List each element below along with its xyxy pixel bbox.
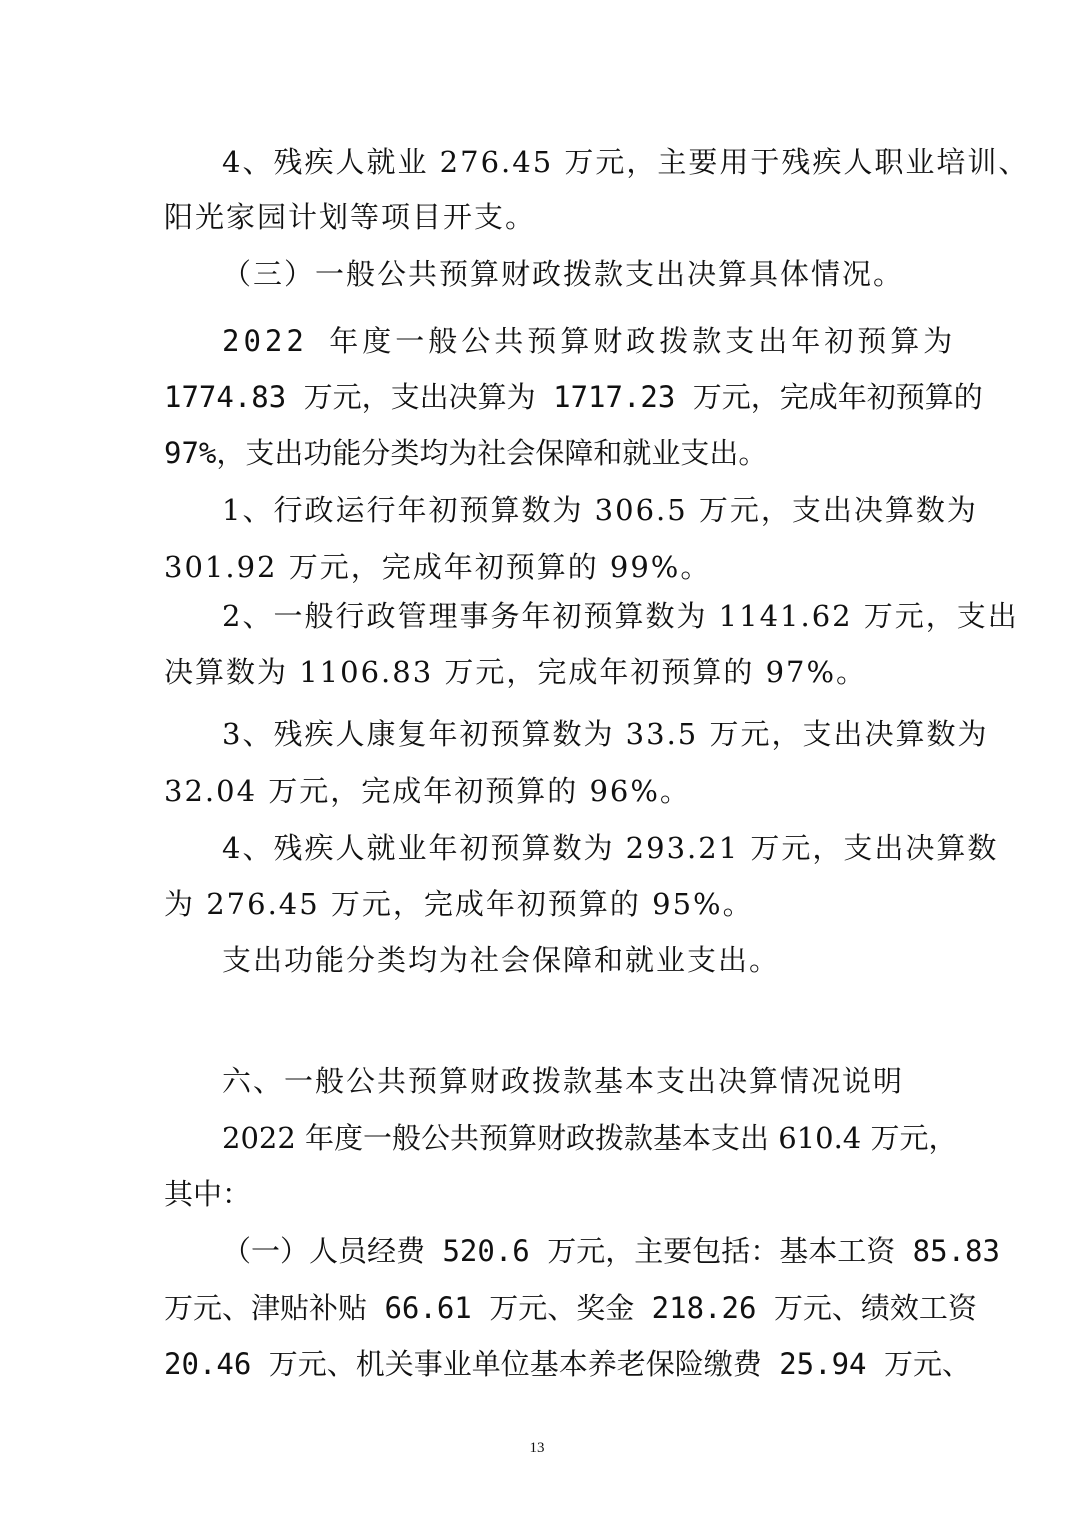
list-item-line: 32.04 万元，完成年初预算的 96%。 xyxy=(164,774,691,808)
summary-line: 支出功能分类均为社会保障和就业支出。 xyxy=(222,943,781,977)
paragraph-line: 其中： xyxy=(164,1177,252,1211)
list-item-line: 4、残疾人就业年初预算数为 293.21 万元，支出决算数 xyxy=(222,831,999,865)
list-item-line: 301.92 万元，完成年初预算的 99%。 xyxy=(164,550,712,584)
paragraph-line: （一）人员经费 520.6 万元，主要包括：基本工资 85.83 xyxy=(222,1234,1000,1268)
page-number: 13 xyxy=(529,1440,545,1456)
paragraph-line: 4、残疾人就业 276.45 万元，主要用于残疾人职业培训、 xyxy=(222,145,1030,179)
list-item-line: 2、一般行政管理事务年初预算数为 1141.62 万元，支出 xyxy=(222,599,1019,633)
paragraph-line: 1774.83 万元，支出决算为 1717.23 万元，完成年初预算的 xyxy=(164,380,983,414)
section-heading: 六、一般公共预算财政拨款基本支出决算情况说明 xyxy=(222,1064,905,1098)
list-item-line: 3、残疾人康复年初预算数为 33.5 万元，支出决算数为 xyxy=(222,717,989,751)
list-item-line: 1、行政运行年初预算数为 306.5 万元，支出决算数为 xyxy=(222,493,978,527)
paragraph-line: 万元、津贴补贴 66.61 万元、奖金 218.26 万元、绩效工资 xyxy=(164,1291,977,1325)
paragraph-line: 2022 年度一般公共预算财政拨款支出年初预算为 xyxy=(222,324,957,358)
list-item-line: 决算数为 1106.83 万元，完成年初预算的 97%。 xyxy=(164,655,868,689)
list-item-line: 为 276.45 万元，完成年初预算的 95%。 xyxy=(164,887,754,921)
paragraph-line: 97%，支出功能分类均为社会保障和就业支出。 xyxy=(164,436,768,470)
paragraph-line: 阳光家园计划等项目开支。 xyxy=(164,200,537,234)
paragraph-line: 2022 年度一般公共预算财政拨款基本支出 610.4 万元， xyxy=(222,1121,958,1155)
section-heading: （三）一般公共预算财政拨款支出决算具体情况。 xyxy=(222,257,905,291)
paragraph-line: 20.46 万元、机关事业单位基本养老保险缴费 25.94 万元、 xyxy=(164,1347,971,1381)
